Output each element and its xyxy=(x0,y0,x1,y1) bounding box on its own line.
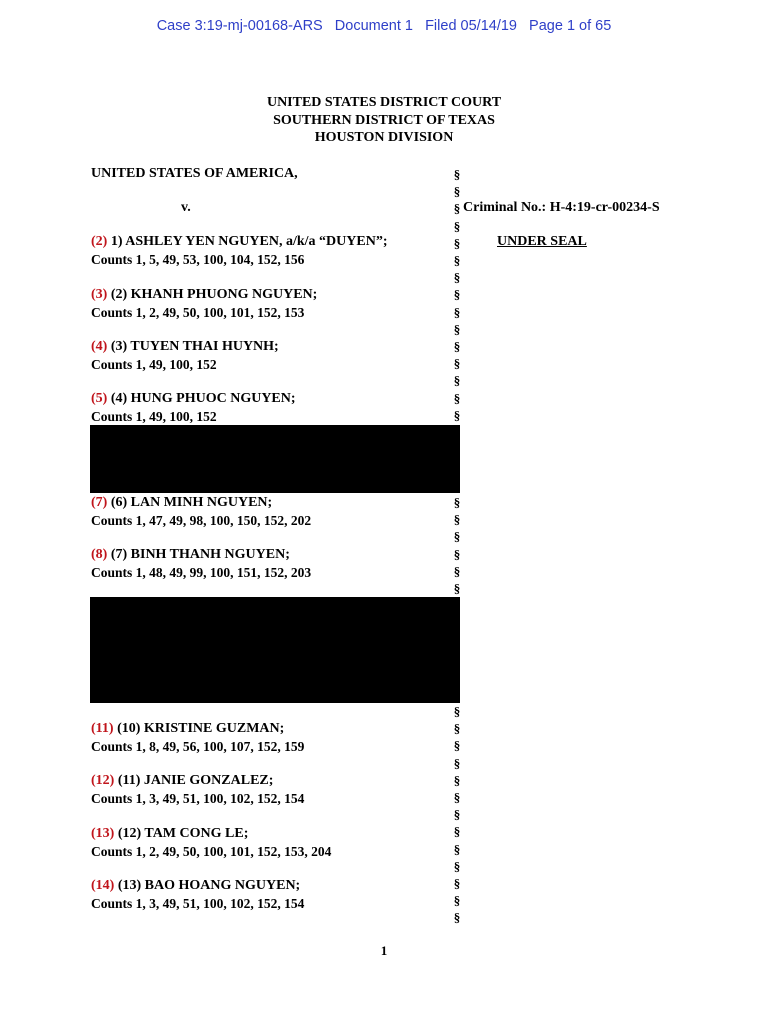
section-symbol: § xyxy=(453,704,461,719)
defendant-counts: Counts 1, 8, 49, 56, 100, 107, 152, 159 xyxy=(91,739,305,754)
section-symbol: § xyxy=(453,321,461,337)
new-defendant-number: (13) xyxy=(91,826,115,841)
defendant-entry xyxy=(91,286,317,322)
new-defendant-number: (14) xyxy=(91,878,115,893)
defendant-name: (10) KRISTINE GUZMAN; xyxy=(113,721,285,736)
section-symbol: § xyxy=(453,373,461,389)
section-symbol: § xyxy=(453,201,461,217)
section-symbol: § xyxy=(453,546,461,562)
court-name: UNITED STATES DISTRICT COURT xyxy=(266,95,502,110)
section-symbol: § xyxy=(453,581,461,597)
section-symbol: § xyxy=(453,858,461,874)
defendant-name: (6) LAN MINH NGUYEN; xyxy=(107,495,273,510)
defendant-counts: Counts 1, 3, 49, 51, 100, 102, 152, 154 xyxy=(91,791,305,806)
section-symbol: § xyxy=(453,184,461,200)
defendant-name: 1) ASHLEY YEN NGUYEN, a/k/a “DUYEN”; xyxy=(107,234,388,249)
defendant-counts: Counts 1, 47, 49, 98, 100, 150, 152, 202 xyxy=(91,513,312,528)
defendant-entry xyxy=(91,494,311,530)
defendant-entry xyxy=(91,390,296,426)
section-symbol: § xyxy=(453,253,461,269)
defendant-entry xyxy=(91,338,279,374)
section-symbol: § xyxy=(453,721,461,737)
section-symbol: § xyxy=(453,772,461,788)
defendant-counts: Counts 1, 2, 49, 50, 100, 101, 152, 153, 204 xyxy=(91,844,332,859)
defendant-counts: Counts 1, 49, 100, 152 xyxy=(91,409,217,424)
section-symbol: § xyxy=(453,824,461,840)
new-defendant-number: (2) xyxy=(91,234,108,249)
section-symbol: § xyxy=(453,563,461,579)
defendant-name: (7) BINH THANH NGUYEN; xyxy=(107,547,290,562)
defendant-entry xyxy=(91,877,304,913)
new-defendant-number: (4) xyxy=(91,339,108,354)
section-column xyxy=(451,166,463,424)
criminal-number: Criminal No.: H-4:19-cr-00234-S xyxy=(463,200,660,215)
under-seal-label: UNDER SEAL xyxy=(497,234,587,249)
versus-label: v. xyxy=(181,200,191,215)
section-symbol: § xyxy=(453,235,461,251)
defendant-entry xyxy=(91,546,311,582)
section-symbol: § xyxy=(453,529,461,545)
section-symbol: § xyxy=(453,910,461,926)
defendant-counts: Counts 1, 5, 49, 53, 100, 104, 152, 156 xyxy=(91,252,305,267)
section-symbol: § xyxy=(453,790,461,806)
section-symbol: § xyxy=(453,807,461,823)
page-number: 1 xyxy=(380,943,388,958)
court-caption xyxy=(0,94,768,147)
section-symbol: § xyxy=(453,218,461,234)
redaction-block xyxy=(90,597,460,703)
new-defendant-number: (7) xyxy=(91,495,108,510)
new-defendant-number: (5) xyxy=(91,391,108,406)
defendant-counts: Counts 1, 48, 49, 99, 100, 151, 152, 203 xyxy=(91,565,312,580)
defendant-entry xyxy=(91,233,388,269)
section-symbol: § xyxy=(453,876,461,892)
section-symbol: § xyxy=(453,390,461,406)
section-symbol: § xyxy=(453,512,461,528)
section-symbol: § xyxy=(453,304,461,320)
court-division: HOUSTON DIVISION xyxy=(314,130,454,145)
defendant-entry xyxy=(91,772,304,808)
section-symbol: § xyxy=(453,339,461,355)
case-header-stamp: Case 3:19-mj-00168-ARS Document 1 Filed 05/14/19 Page 1 of 65 xyxy=(156,18,612,34)
new-defendant-number: (12) xyxy=(91,773,115,788)
new-defendant-number: (3) xyxy=(91,287,108,302)
defendant-entry xyxy=(91,825,331,861)
section-symbol: § xyxy=(453,841,461,857)
defendant-entry xyxy=(91,720,304,756)
section-symbol: § xyxy=(453,287,461,303)
defendant-name: (2) KHANH PHUONG NGUYEN; xyxy=(107,287,318,302)
section-symbol: § xyxy=(453,356,461,372)
defendant-name: (12) TAM CONG LE; xyxy=(114,826,249,841)
section-symbol: § xyxy=(453,270,461,286)
new-defendant-number: (8) xyxy=(91,547,108,562)
section-column xyxy=(451,703,463,927)
defendant-name: (3) TUYEN THAI HUYNH; xyxy=(107,339,279,354)
defendant-name: (13) BAO HOANG NGUYEN; xyxy=(114,878,301,893)
section-symbol: § xyxy=(453,167,461,182)
section-symbol: § xyxy=(453,495,461,510)
section-symbol: § xyxy=(453,893,461,909)
defendant-name: (4) HUNG PHUOC NGUYEN; xyxy=(107,391,296,406)
new-defendant-number: (11) xyxy=(91,721,114,736)
defendant-counts: Counts 1, 49, 100, 152 xyxy=(91,357,217,372)
section-column xyxy=(451,494,463,597)
redaction-block xyxy=(90,425,460,493)
section-symbol: § xyxy=(453,738,461,754)
plaintiff-name: UNITED STATES OF AMERICA, xyxy=(91,166,298,181)
section-symbol: § xyxy=(453,755,461,771)
section-symbol: § xyxy=(453,407,461,423)
defendant-name: (11) JANIE GONZALEZ; xyxy=(114,773,274,788)
court-district: SOUTHERN DISTRICT OF TEXAS xyxy=(273,112,495,128)
defendant-counts: Counts 1, 2, 49, 50, 100, 101, 152, 153 xyxy=(91,305,305,320)
defendant-counts: Counts 1, 3, 49, 51, 100, 102, 152, 154 xyxy=(91,896,305,911)
